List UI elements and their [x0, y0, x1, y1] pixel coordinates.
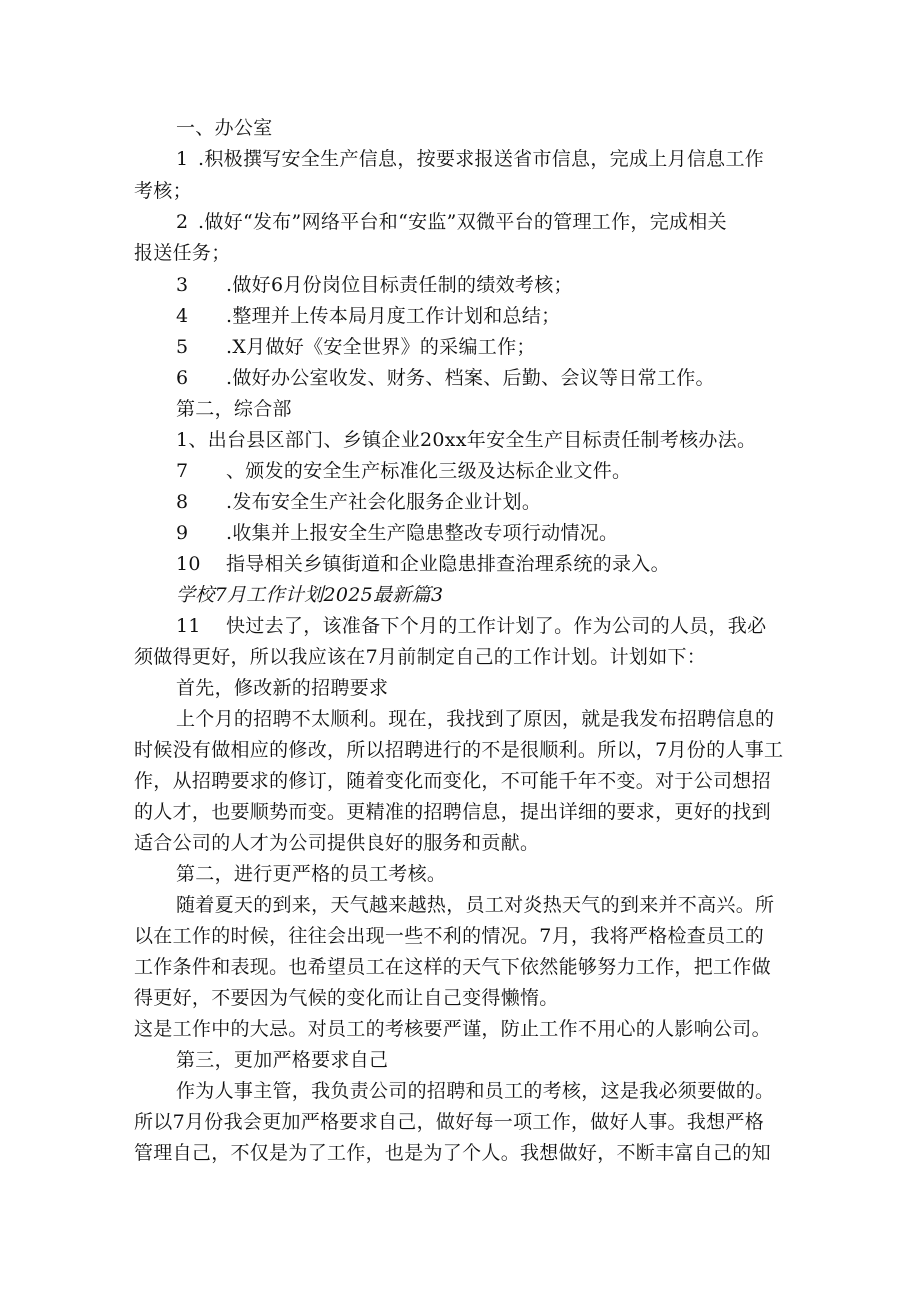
item-number: 4 — [176, 305, 189, 327]
item-text: .做好“发布”网络平台和“安监”双微平台的管理工作，完成相关 — [198, 211, 727, 233]
item-number: 1 — [176, 148, 189, 170]
intro-line-2: 须做得更好，所以我应该在7月前制定自己的工作计划。计划如下： — [134, 646, 707, 668]
third-heading: 第三，更加严格要求自己 — [176, 1049, 389, 1071]
paragraph-line: 时候没有做相应的修改，所以招聘进行的不是很顺利。所以，7月份的人事工 — [134, 739, 784, 761]
paragraph-line: 作，从招聘要求的修订，随着变化而变化，不可能千年不变。对于公司想招 — [134, 770, 771, 792]
item-text: .做好办公室收发、财务、档案、后勤、会议等日常工作。 — [226, 367, 715, 389]
section-title: 学校7月工作计划2025最新篇3 — [176, 584, 444, 606]
item-text: 快过去了，该准备下个月的工作计划了。作为公司的人员，我必 — [226, 615, 767, 637]
item-number: 3 — [176, 274, 189, 296]
item-number: 11 — [176, 615, 201, 637]
dept2-item-8 — [176, 486, 541, 518]
paragraph-line: 管理自己，不仅是为了工作，也是为了个人。我想做好，不断丰富自己的知 — [134, 1142, 771, 1164]
office-item-1 — [176, 143, 764, 175]
item-text: .做好6月份岗位目标责任制的绩效考核； — [226, 274, 573, 296]
item-text: .X月做好《安全世界》的采编工作； — [226, 336, 536, 358]
first-heading: 首先，修改新的招聘要求 — [176, 677, 389, 699]
paragraph-line: 工作条件和表现。也希望员工在这样的天气下依然能够努力工作，把工作做 — [134, 956, 771, 978]
item-number: 6 — [176, 367, 189, 389]
item-text: .发布安全生产社会化服务企业计划。 — [226, 491, 542, 513]
paragraph-line: 所以7月份我会更加严格要求自己，做好每一项工作，做好人事。我想严格 — [134, 1111, 764, 1133]
office-item-2-cont: 报送任务； — [134, 242, 231, 264]
office-item-4 — [176, 300, 560, 332]
office-item-6 — [176, 362, 715, 394]
paragraph-line: 作为人事主管，我负责公司的招聘和员工的考核，这是我必须要做的。 — [176, 1080, 775, 1102]
dept2-item-9 — [176, 517, 618, 549]
office-heading: 一、办公室 — [176, 117, 273, 139]
item-text: .积极撰写安全生产信息，按要求报送省市信息，完成上月信息工作 — [198, 148, 765, 170]
item-text: .整理并上传本局月度工作计划和总结； — [226, 305, 561, 327]
item-text: 指导相关乡镇街道和企业隐患排查治理系统的录入。 — [226, 553, 670, 575]
paragraph-line: 的人才，也要顺势而变。更精准的招聘信息，提出详细的要求，更好的找到 — [134, 801, 771, 823]
office-item-1-cont: 考核； — [134, 180, 192, 202]
dept2-heading: 第二，综合部 — [176, 398, 292, 420]
item-number: 2 — [176, 211, 189, 233]
item-number: 8 — [176, 491, 189, 513]
dept2-item-7 — [176, 455, 631, 487]
paragraph-line: 以在工作的时候，往往会出现一些不利的情况。7月，我将严格检查员工的 — [134, 925, 764, 947]
paragraph-line: 随着夏天的到来，天气越来越热，员工对炎热天气的到来并不高兴。所 — [176, 894, 775, 916]
office-item-5 — [176, 331, 536, 363]
dept2-item-10 — [176, 548, 670, 580]
paragraph-line: 适合公司的人才为公司提供良好的服务和贡献。 — [134, 832, 540, 854]
paragraph-line: 上个月的招聘不太顺利。现在，我找到了原因，就是我发布招聘信息的 — [176, 708, 775, 730]
paragraph-line: 得更好，不要因为气候的变化而让自己变得懒惰。 — [134, 987, 559, 1009]
office-item-2 — [176, 206, 727, 238]
item-number: 9 — [176, 522, 189, 544]
paragraph-line: 这是工作中的大忌。对员工的考核要严谨，防止工作不用心的人影响公司。 — [134, 1018, 771, 1040]
dept2-item-1: 1、出台县区部门、乡镇企业20xx年安全生产目标责任制考核办法。 — [176, 429, 757, 451]
item-text: .收集并上报安全生产隐患整改专项行动情况。 — [226, 522, 619, 544]
intro-line-1 — [176, 610, 766, 642]
item-number: 5 — [176, 336, 189, 358]
item-number: 7 — [176, 460, 189, 482]
second-heading: 第二，进行更严格的员工考核。 — [176, 863, 447, 885]
item-text: 、颁发的安全生产标准化三级及达标企业文件。 — [226, 460, 632, 482]
office-item-3 — [176, 269, 573, 301]
item-number: 10 — [176, 553, 201, 575]
